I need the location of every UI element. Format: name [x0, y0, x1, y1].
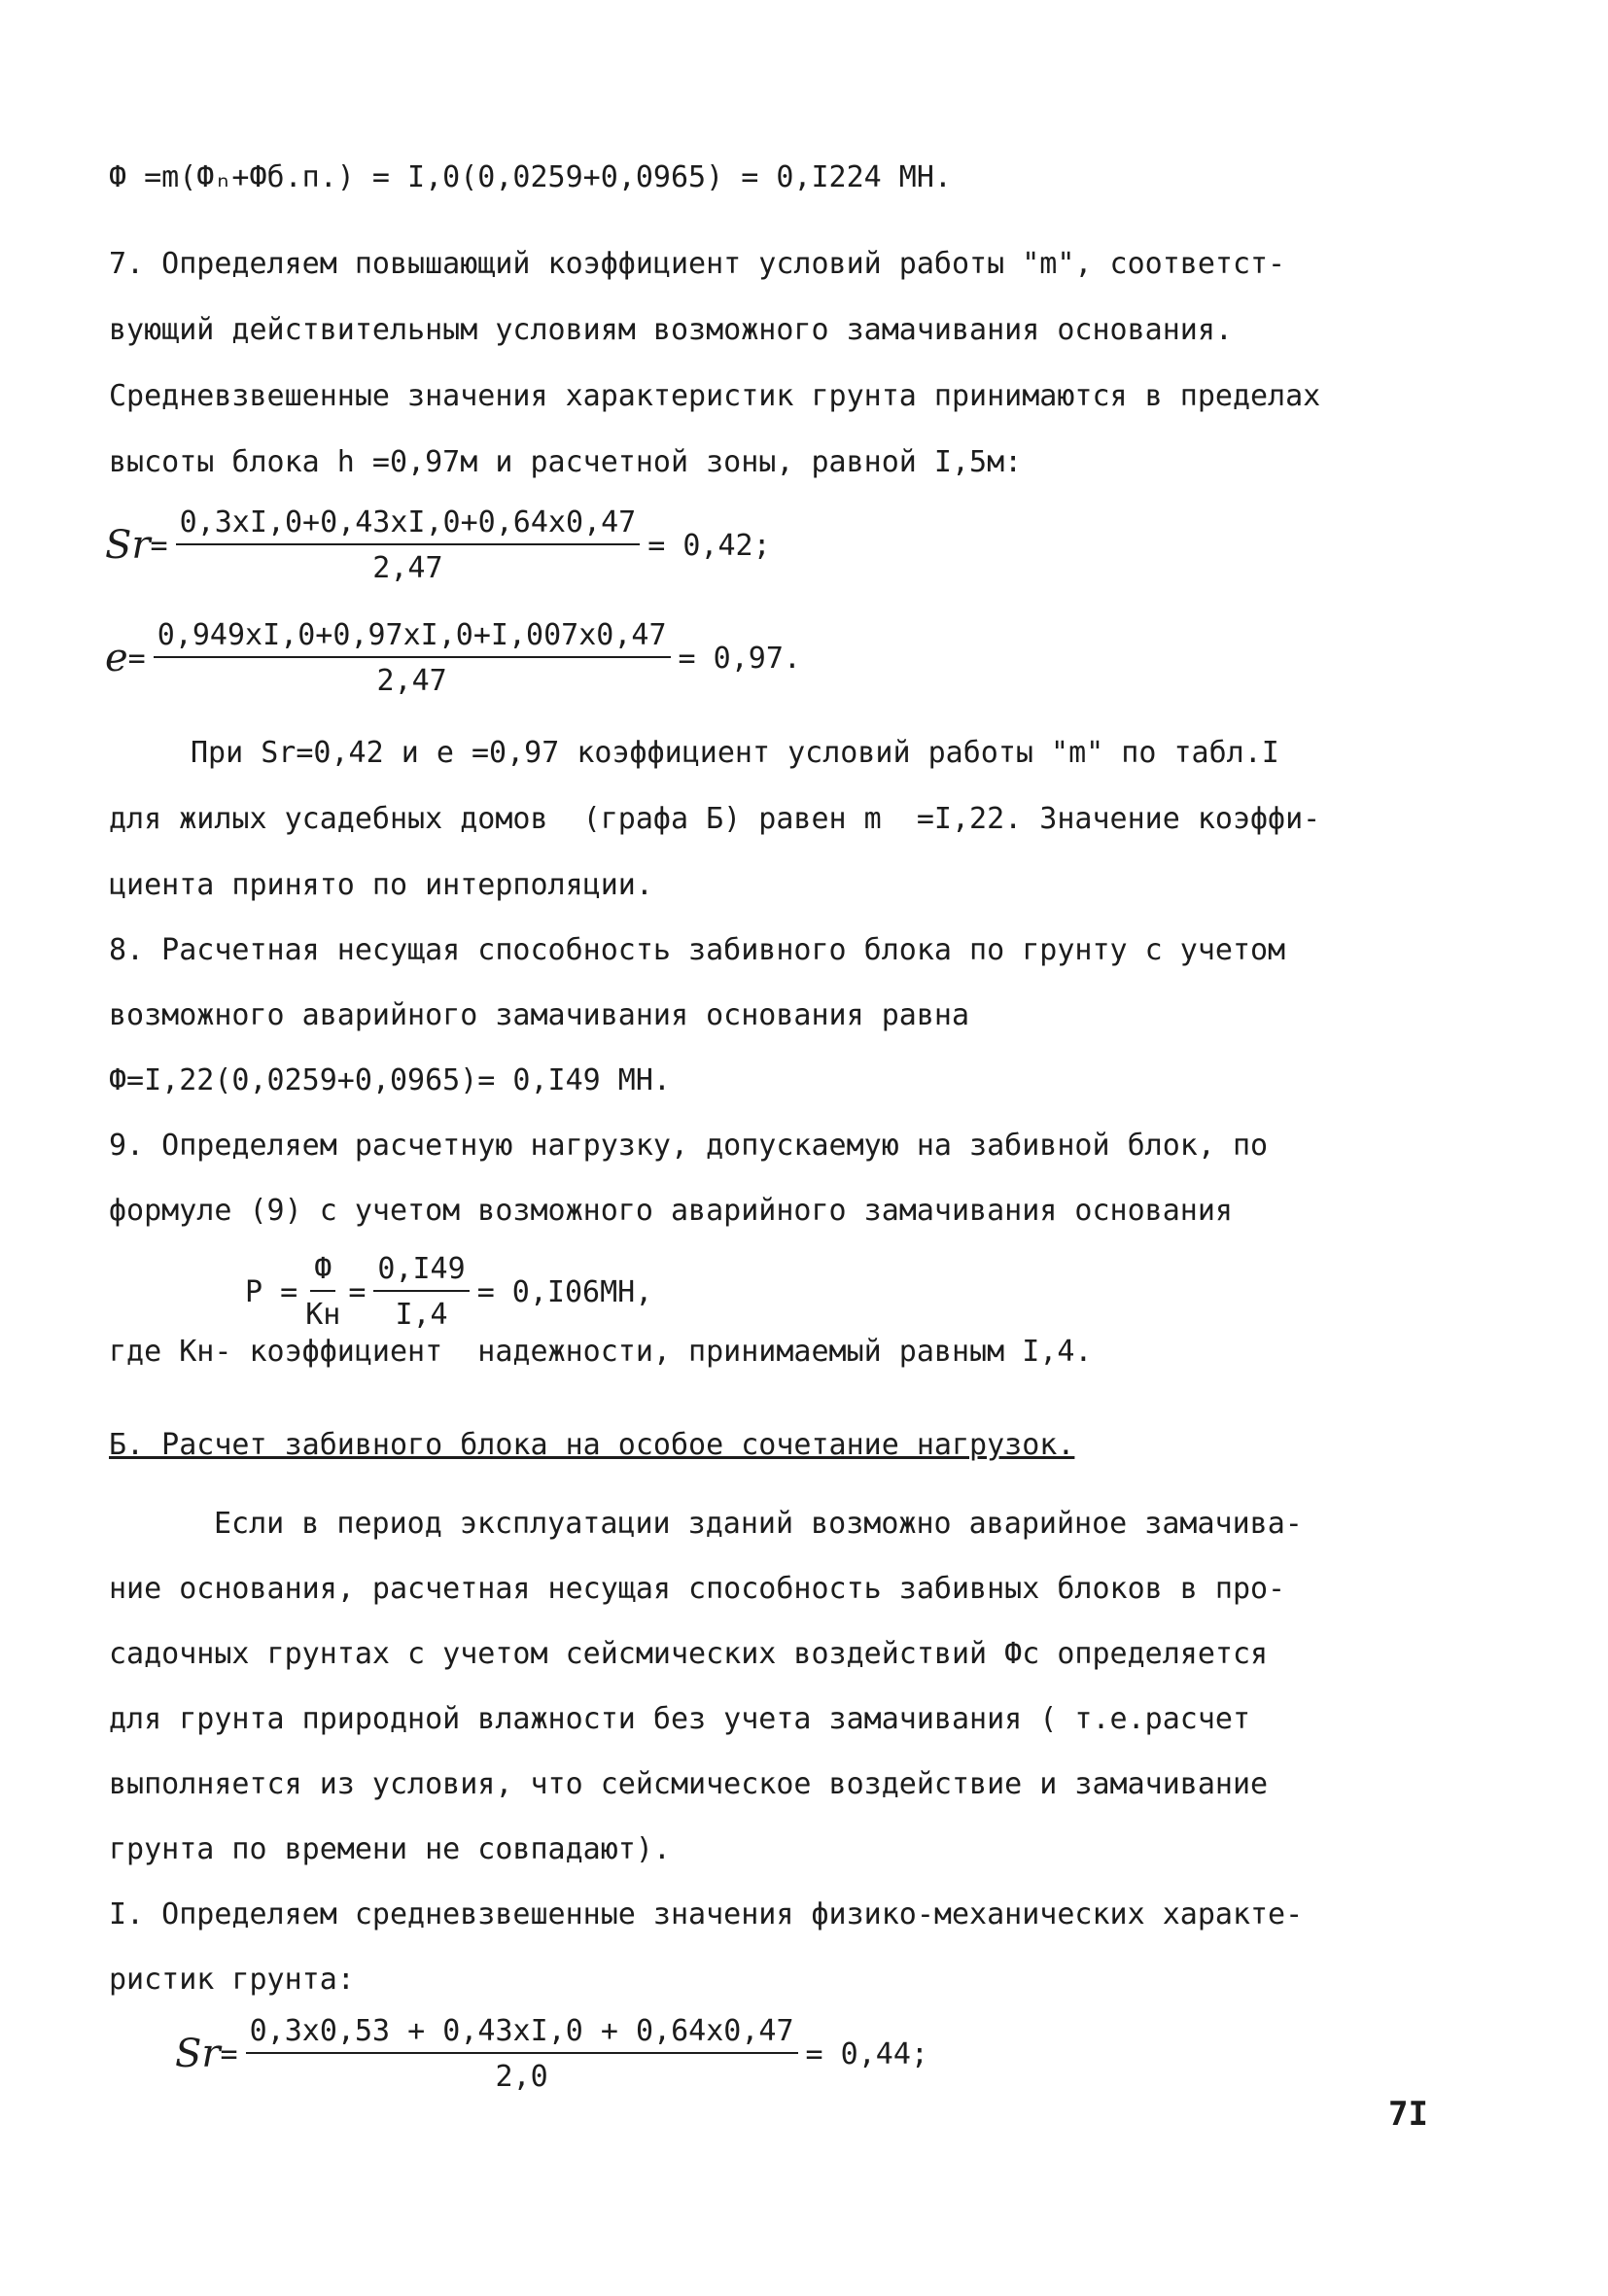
paragraph-9-line-1: 9. Определяем расчетную нагрузку, допускаемую на забивной блок, по: [109, 1129, 1269, 1163]
p-fraction-2-denominator: I,4: [395, 1298, 448, 1332]
e-result: = 0,97.: [678, 641, 801, 676]
sr2-numerator: 0,3x0,53 + 0,43xI,0 + 0,64x0,47: [246, 2014, 798, 2054]
sr-result: = 0,42;: [647, 528, 771, 563]
e-equals: =: [127, 641, 146, 676]
sr2-symbol: Sr: [175, 2032, 221, 2076]
p-fraction-2-numerator: 0,I49: [373, 1252, 469, 1292]
p-fraction-1-numerator: Ф: [310, 1252, 335, 1292]
equation-phi-2: Ф=I,22(0,0259+0,0965)= 0,I49 МН.: [109, 1063, 671, 1097]
paragraph-1-line-2: ристик грунта:: [109, 1963, 355, 1997]
p-fraction-1-denominator: Kн: [305, 1298, 341, 1332]
sr-equals: =: [150, 528, 168, 563]
paragraph-7-line-1: 7. Определяем повышающий коэффициент условий работы "m", соответст-: [109, 247, 1286, 281]
p-fraction-2: [373, 1252, 469, 1332]
sr2-denominator: 2,0: [495, 2060, 548, 2094]
e-symbol: e: [105, 636, 128, 680]
equation-phi: Ф =m(Фₙ+Фб.п.) = I,0(0,0259+0,0965) = 0,I224 МН.: [109, 160, 952, 194]
paragraph-b-line-5: выполняется из условия, что сейсмическое воздействие и замачивание: [109, 1767, 1269, 1801]
paragraph-b-line-3: садочных грунтах с учетом сейсмических воздействий Фс определяется: [109, 1637, 1269, 1671]
p-fraction-1: [305, 1252, 340, 1332]
paragraph-b-line-6: грунта по времени не совпадают).: [109, 1832, 671, 1866]
sr-denominator: 2,47: [372, 551, 443, 585]
paragraph-9-line-2: формуле (9) с учетом возможного аварийного замачивания основания: [109, 1194, 1233, 1228]
section-b-heading: Б. Расчет забивного блока на особое сочетание нагрузок.: [109, 1428, 1075, 1462]
p-lhs: P =: [245, 1274, 298, 1309]
page-number: 7I: [1388, 2095, 1428, 2134]
paragraph-b-line-1: Если в период эксплуатации зданий возможно аварийное замачива-: [214, 1507, 1303, 1541]
e-fraction: [154, 618, 671, 698]
paragraph-pri-line-3: циента принято по интерполяции.: [109, 868, 653, 902]
formula-p: [245, 1252, 652, 1332]
paragraph-7-line-3: Средневзвешенные значения характеристик грунта принимаются в пределах: [109, 379, 1321, 413]
paragraph-pri-line-1: При Sr=0,42 и e =0,97 коэффициент условий работы "m" по табл.I: [191, 736, 1279, 770]
sr2-result: = 0,44;: [805, 2036, 928, 2071]
p-result: = 0,I06МН,: [476, 1274, 653, 1309]
paragraph-7-line-4: высоты блока h =0,97м и расчетной зоны, равной I,5м:: [109, 445, 1023, 479]
e-denominator: 2,47: [376, 664, 447, 698]
paragraph-1-line-1: I. Определяем средневзвешенные значения физико-механических характе-: [109, 1897, 1304, 1931]
paragraph-pri-line-2: для жилых усадебных домов (графа Б) равен m =I,22. Значение коэффи-: [109, 802, 1321, 836]
formula-sr-2: [175, 2014, 928, 2094]
paragraph-8-line-2: возможного аварийного замачивания основания равна: [109, 998, 970, 1032]
p-mid-equals: =: [348, 1274, 367, 1309]
paragraph-b-line-2: ние основания, расчетная несущая способность забивных блоков в про-: [109, 1572, 1286, 1606]
sr-fraction: [176, 505, 641, 585]
e-numerator: 0,949xI,0+0,97xI,0+I,007x0,47: [154, 618, 671, 658]
paragraph-8-line-1: 8. Расчетная несущая способность забивного блока по грунту с учетом: [109, 933, 1286, 967]
paragraph-7-line-2: вующий действительным условиям возможного замачивания основания.: [109, 313, 1233, 347]
formula-sr: [105, 505, 771, 585]
paragraph-b-line-4: для грунта природной влажности без учета замачивания ( т.е.расчет: [109, 1702, 1250, 1736]
sr2-equals: =: [220, 2036, 238, 2071]
sr-numerator: 0,3xI,0+0,43xI,0+0,64x0,47: [176, 505, 641, 545]
sr-symbol: Sr: [105, 523, 151, 568]
coefficient-note: где Kн- коэффициент надежности, принимаемый равным I,4.: [109, 1335, 1093, 1369]
sr2-fraction: [246, 2014, 798, 2094]
formula-e: [105, 618, 801, 698]
